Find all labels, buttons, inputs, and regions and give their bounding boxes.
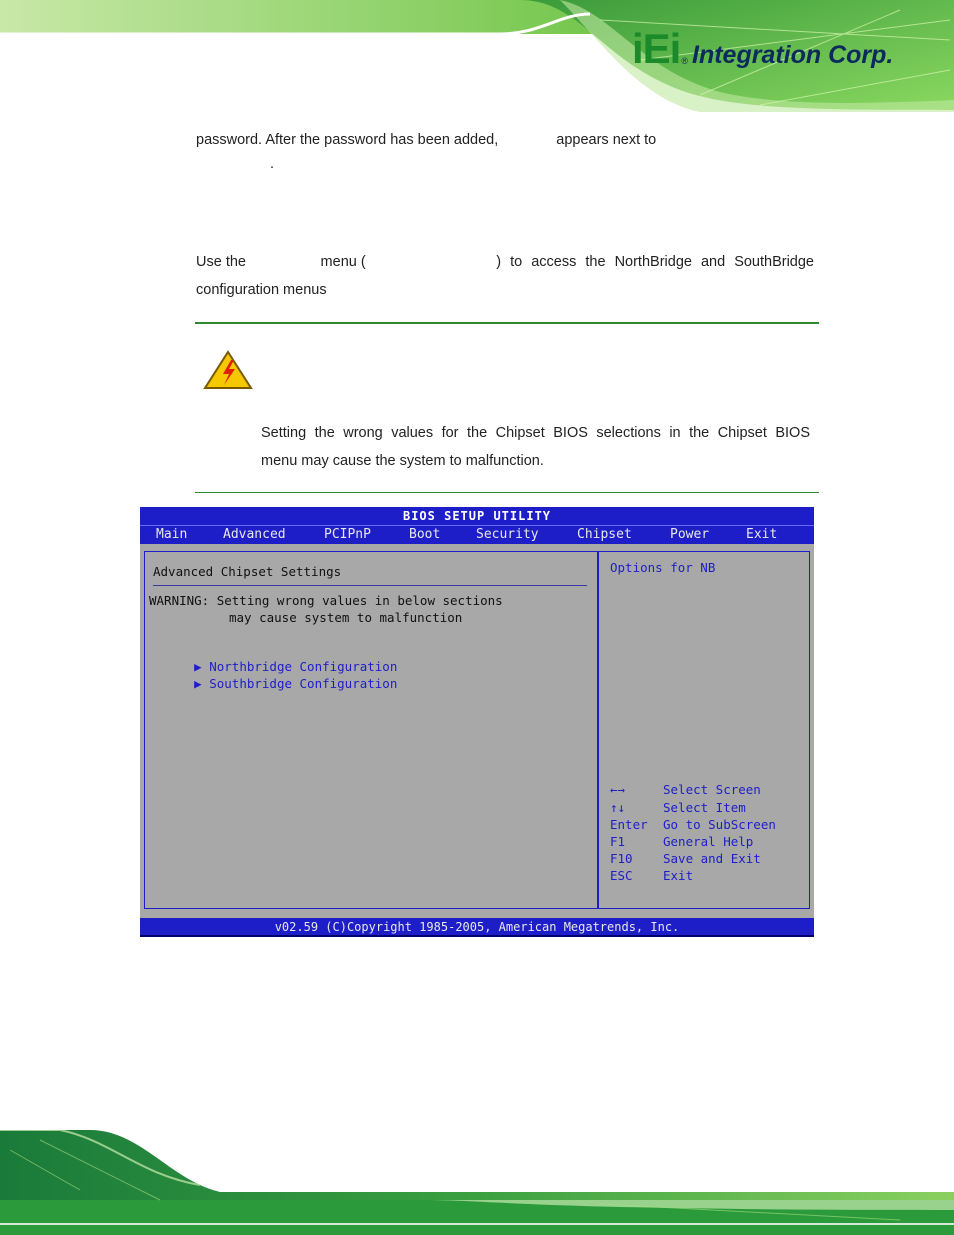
bios-tab-main[interactable]: Main	[156, 527, 188, 542]
warning-text	[261, 419, 810, 475]
bios-key-label: F1	[610, 834, 626, 849]
bios-key-row	[610, 834, 753, 849]
para1-text-b: appears next to	[556, 132, 657, 148]
bios-tab-power[interactable]: Power	[670, 527, 710, 542]
warning-line-2: menu may cause the system to malfunction.	[261, 453, 544, 469]
para2-text-c: ) to access the NorthBridge and SouthBridge	[496, 254, 814, 270]
bios-key-row	[610, 800, 746, 815]
bios-key-row	[610, 868, 693, 883]
bios-item-southbridge[interactable]	[149, 661, 397, 706]
header-banner	[0, 0, 954, 112]
bios-key-label: F10	[610, 851, 633, 866]
arrow-ud-icon: ↑↓	[610, 800, 626, 815]
bios-bottom-border	[140, 935, 814, 937]
warning-icon	[203, 350, 253, 390]
para2-line2: configuration menus	[196, 282, 327, 298]
bios-help-text: Options for NB	[610, 560, 716, 575]
submenu-arrow-icon: ▶	[194, 659, 210, 674]
paragraph-password	[196, 126, 814, 154]
para1-text-a: password. After the password has been added,	[196, 132, 499, 148]
bios-key-row	[610, 817, 776, 832]
para2-text-a: Use the	[196, 254, 246, 270]
bios-key-label: Enter	[610, 817, 648, 832]
bios-item-label: Southbridge Configuration	[209, 676, 398, 691]
bios-key-row	[610, 851, 761, 866]
bios-key-action: Select Screen	[663, 782, 761, 797]
bios-tab-chipset[interactable]: Chipset	[577, 527, 632, 542]
bios-item-label: Northbridge Configuration	[209, 659, 398, 674]
bios-help-panel	[598, 551, 810, 909]
arrow-lr-icon: ←→	[610, 782, 626, 797]
bios-key-row	[610, 782, 761, 797]
company-logo	[632, 25, 894, 72]
para1-period: .	[270, 156, 275, 172]
bios-menu-bar	[140, 525, 814, 544]
bios-section-divider	[153, 585, 587, 586]
bios-screenshot	[140, 507, 814, 937]
bios-copyright-bar: v02.59 (C)Copyright 1985-2005, American Megatrends, Inc.	[140, 918, 814, 937]
bios-main-panel	[144, 551, 598, 909]
warning-rule-top	[195, 322, 819, 324]
submenu-arrow-icon: ▶	[194, 676, 210, 691]
logo-registered: ®	[681, 56, 688, 66]
bios-warning-line-1: WARNING: Setting wrong values in below sections	[149, 593, 503, 608]
bios-tab-advanced[interactable]: Advanced	[223, 527, 286, 542]
paragraph-chipset-intro	[196, 248, 814, 276]
bios-key-action: Save and Exit	[663, 851, 761, 866]
bios-key-action: Select Item	[663, 800, 746, 815]
warning-rule-bottom	[195, 492, 819, 493]
bios-tab-boot[interactable]: Boot	[409, 527, 441, 542]
bios-section-title: Advanced Chipset Settings	[153, 564, 342, 579]
bios-key-action: General Help	[663, 834, 754, 849]
bios-tab-pcipnp[interactable]: PCIPnP	[324, 527, 371, 542]
bios-key-label: ESC	[610, 868, 633, 883]
logo-mark: iEi	[632, 25, 681, 72]
para2-text-b: menu (	[320, 254, 366, 270]
bios-title: BIOS SETUP UTILITY	[140, 507, 814, 525]
bios-key-action: Exit	[663, 868, 694, 883]
footer-circuit-graphic	[0, 1130, 954, 1235]
bios-warning-line-2: may cause system to malfunction	[229, 610, 463, 625]
footer-banner	[0, 1130, 954, 1235]
logo-name: Integration Corp.	[692, 41, 894, 69]
bios-tab-exit[interactable]: Exit	[746, 527, 778, 542]
warning-line-1: Setting the wrong values for the Chipset BIOS selections in the Chipset BIOS	[261, 425, 810, 441]
bios-tab-security[interactable]: Security	[476, 527, 539, 542]
bios-key-action: Go to SubScreen	[663, 817, 776, 832]
